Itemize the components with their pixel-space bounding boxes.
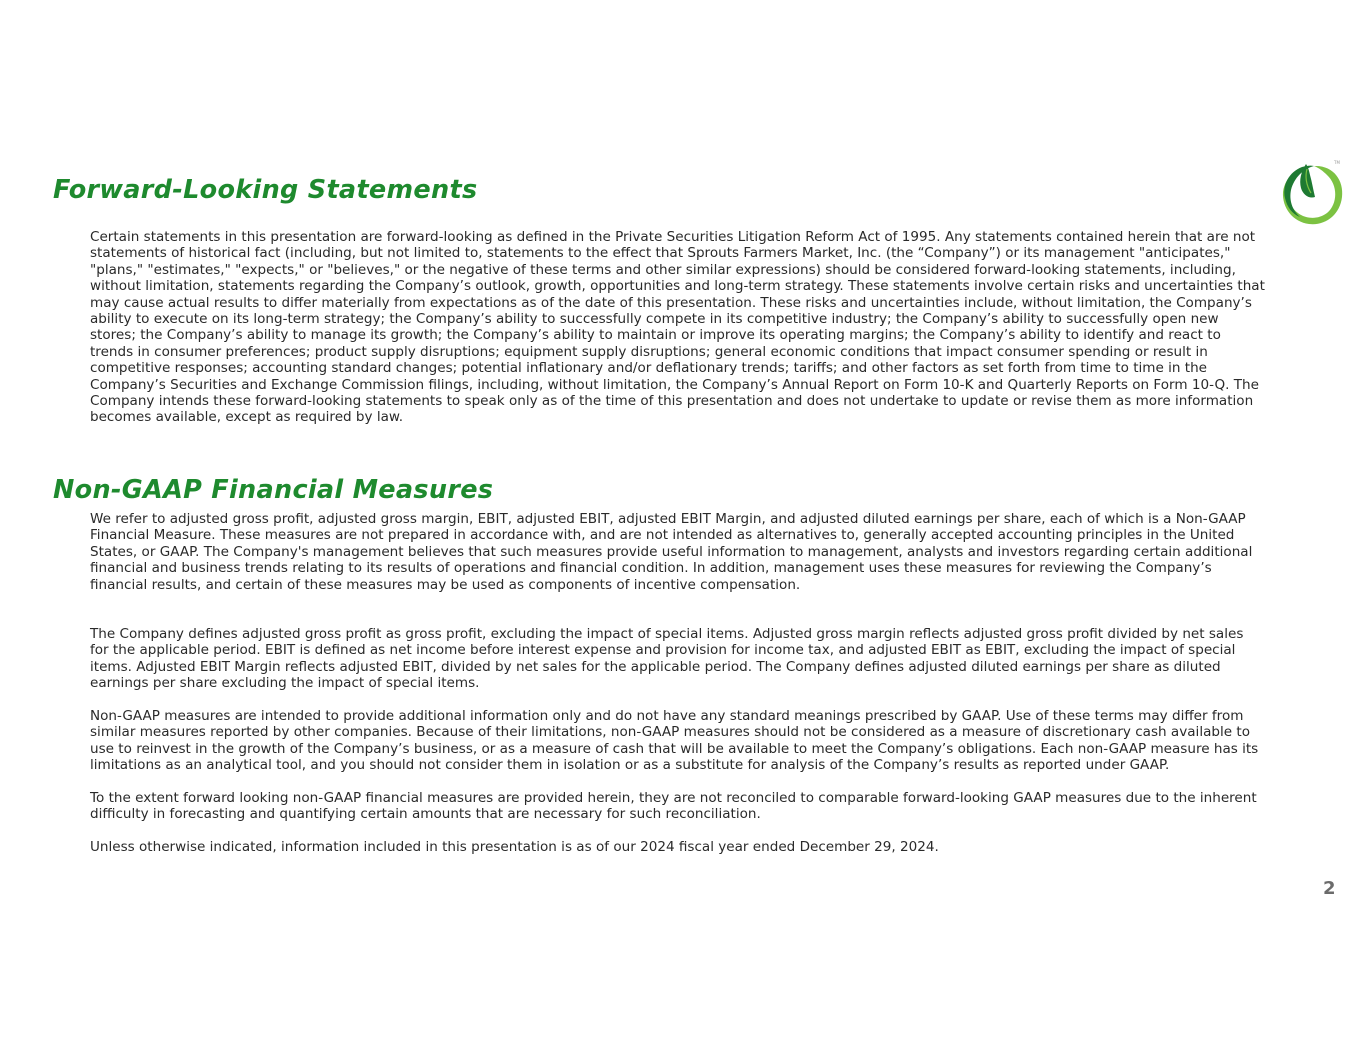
non-gaap-paragraph: Unless otherwise indicated, information included in this presentation is as of our 2024 fiscal year ended December 29, 2024. [90,839,939,855]
non-gaap-heading: Non-GAAP Financial Measures [53,475,494,505]
forward-looking-body: Certain statements in this presentation are forward-looking as defined in the Private Securities Litigation Reform Act of 1995. Any statements contained herein that are not statements of historical fact (including, but not limited to, statements to the effect that Sprouts Farmers Market, Inc. (the “Company”) or its management "anticipates," "plans," "estimates," "expects," or "believes," or the negative of these terms and other similar expressions) should be considered forward-looking statements, including, without limitation, statements regarding the Company’s outlook, growth, opportunities and long-term strategy. These statements involve certain risks and uncertainties that may cause actual results to differ materially from expectations as of the date of this presentation. These risks and uncertainties include, without limitation, the Company’s ability to execute on its long-term strategy; the Company’s ability to successfully compete in its competitive industry; the Company’s ability to successfully open new stores; the Company’s ability to manage its growth; the Company’s ability to maintain or improve its operating margins; the Company’s ability to identify and react to trends in consumer preferences; product supply disruptions; equipment supply disruptions; general economic conditions that impact consumer spending or result in competitive responses; accounting standard changes; potential inflationary and/or deflationary trends; tariffs; and other factors as set forth from time to time in the Company’s Securities and Exchange Commission filings, including, without limitation, the Company’s Annual Report on Form 10-K and Quarterly Reports on Form 10-Q. The Company intends these forward-looking statements to speak only as of the time of this presentation and does not undertake to update or revise them as more information becomes available, except as required by law. [90,229,1265,426]
non-gaap-paragraph: We refer to adjusted gross profit, adjusted gross margin, EBIT, adjusted EBIT, adjusted EBIT Margin, and adjusted diluted earnings per share, each of which is a Non-GAAP Financial Measure. These measures are not prepared in accordance with, and are not intended as alternatives to, generally accepted accounting principles in the United States, or GAAP. The Company's management believes that such measures provide useful information to management, analysts and investors regarding certain additional financial and business trends relating to its results of operations and financial condition. In addition, management uses these measures for reviewing the Company’s financial results, and certain of these measures may be used as components of incentive compensation. [90,511,1253,593]
non-gaap-paragraph: To the extent forward looking non-GAAP financial measures are provided herein, they are not reconciled to comparable forward-looking GAAP measures due to the inherent difficulty in forecasting and quantifying certain amounts that are necessary for such reconciliation. [90,790,1257,823]
svg-text:TM: TM [1334,160,1340,165]
sprouts-logo [1278,158,1346,230]
sprouts-leaf-logo-icon [1278,158,1346,230]
non-gaap-paragraph: The Company defines adjusted gross profit as gross profit, excluding the impact of special items. Adjusted gross margin reflects adjusted gross profit divided by net sales for the applicable period. EBIT is defined as net income before interest expense and provision for income tax, and adjusted EBIT as EBIT, excluding the impact of special items. Adjusted EBIT Margin reflects adjusted EBIT, divided by net sales for the applicable period. The Company defines adjusted diluted earnings per share as diluted earnings per share excluding the impact of special items. [90,626,1244,692]
page-number: 2 [1323,878,1336,899]
non-gaap-paragraph: Non-GAAP measures are intended to provide additional information only and do not have any standard meanings prescribed by GAAP. Use of these terms may differ from similar measures reported by other companies. Because of their limitations, non-GAAP measures should not be considered as a measure of discretionary cash available to use to reinvest in the growth of the Company’s business, or as a measure of cash that will be available to meet the Company’s obligations. Each non-GAAP measure has its limitations as an analytical tool, and you should not consider them in isolation or as a substitute for analysis of the Company’s results as reported under GAAP. [90,708,1259,774]
forward-looking-heading: Forward-Looking Statements [53,175,478,205]
